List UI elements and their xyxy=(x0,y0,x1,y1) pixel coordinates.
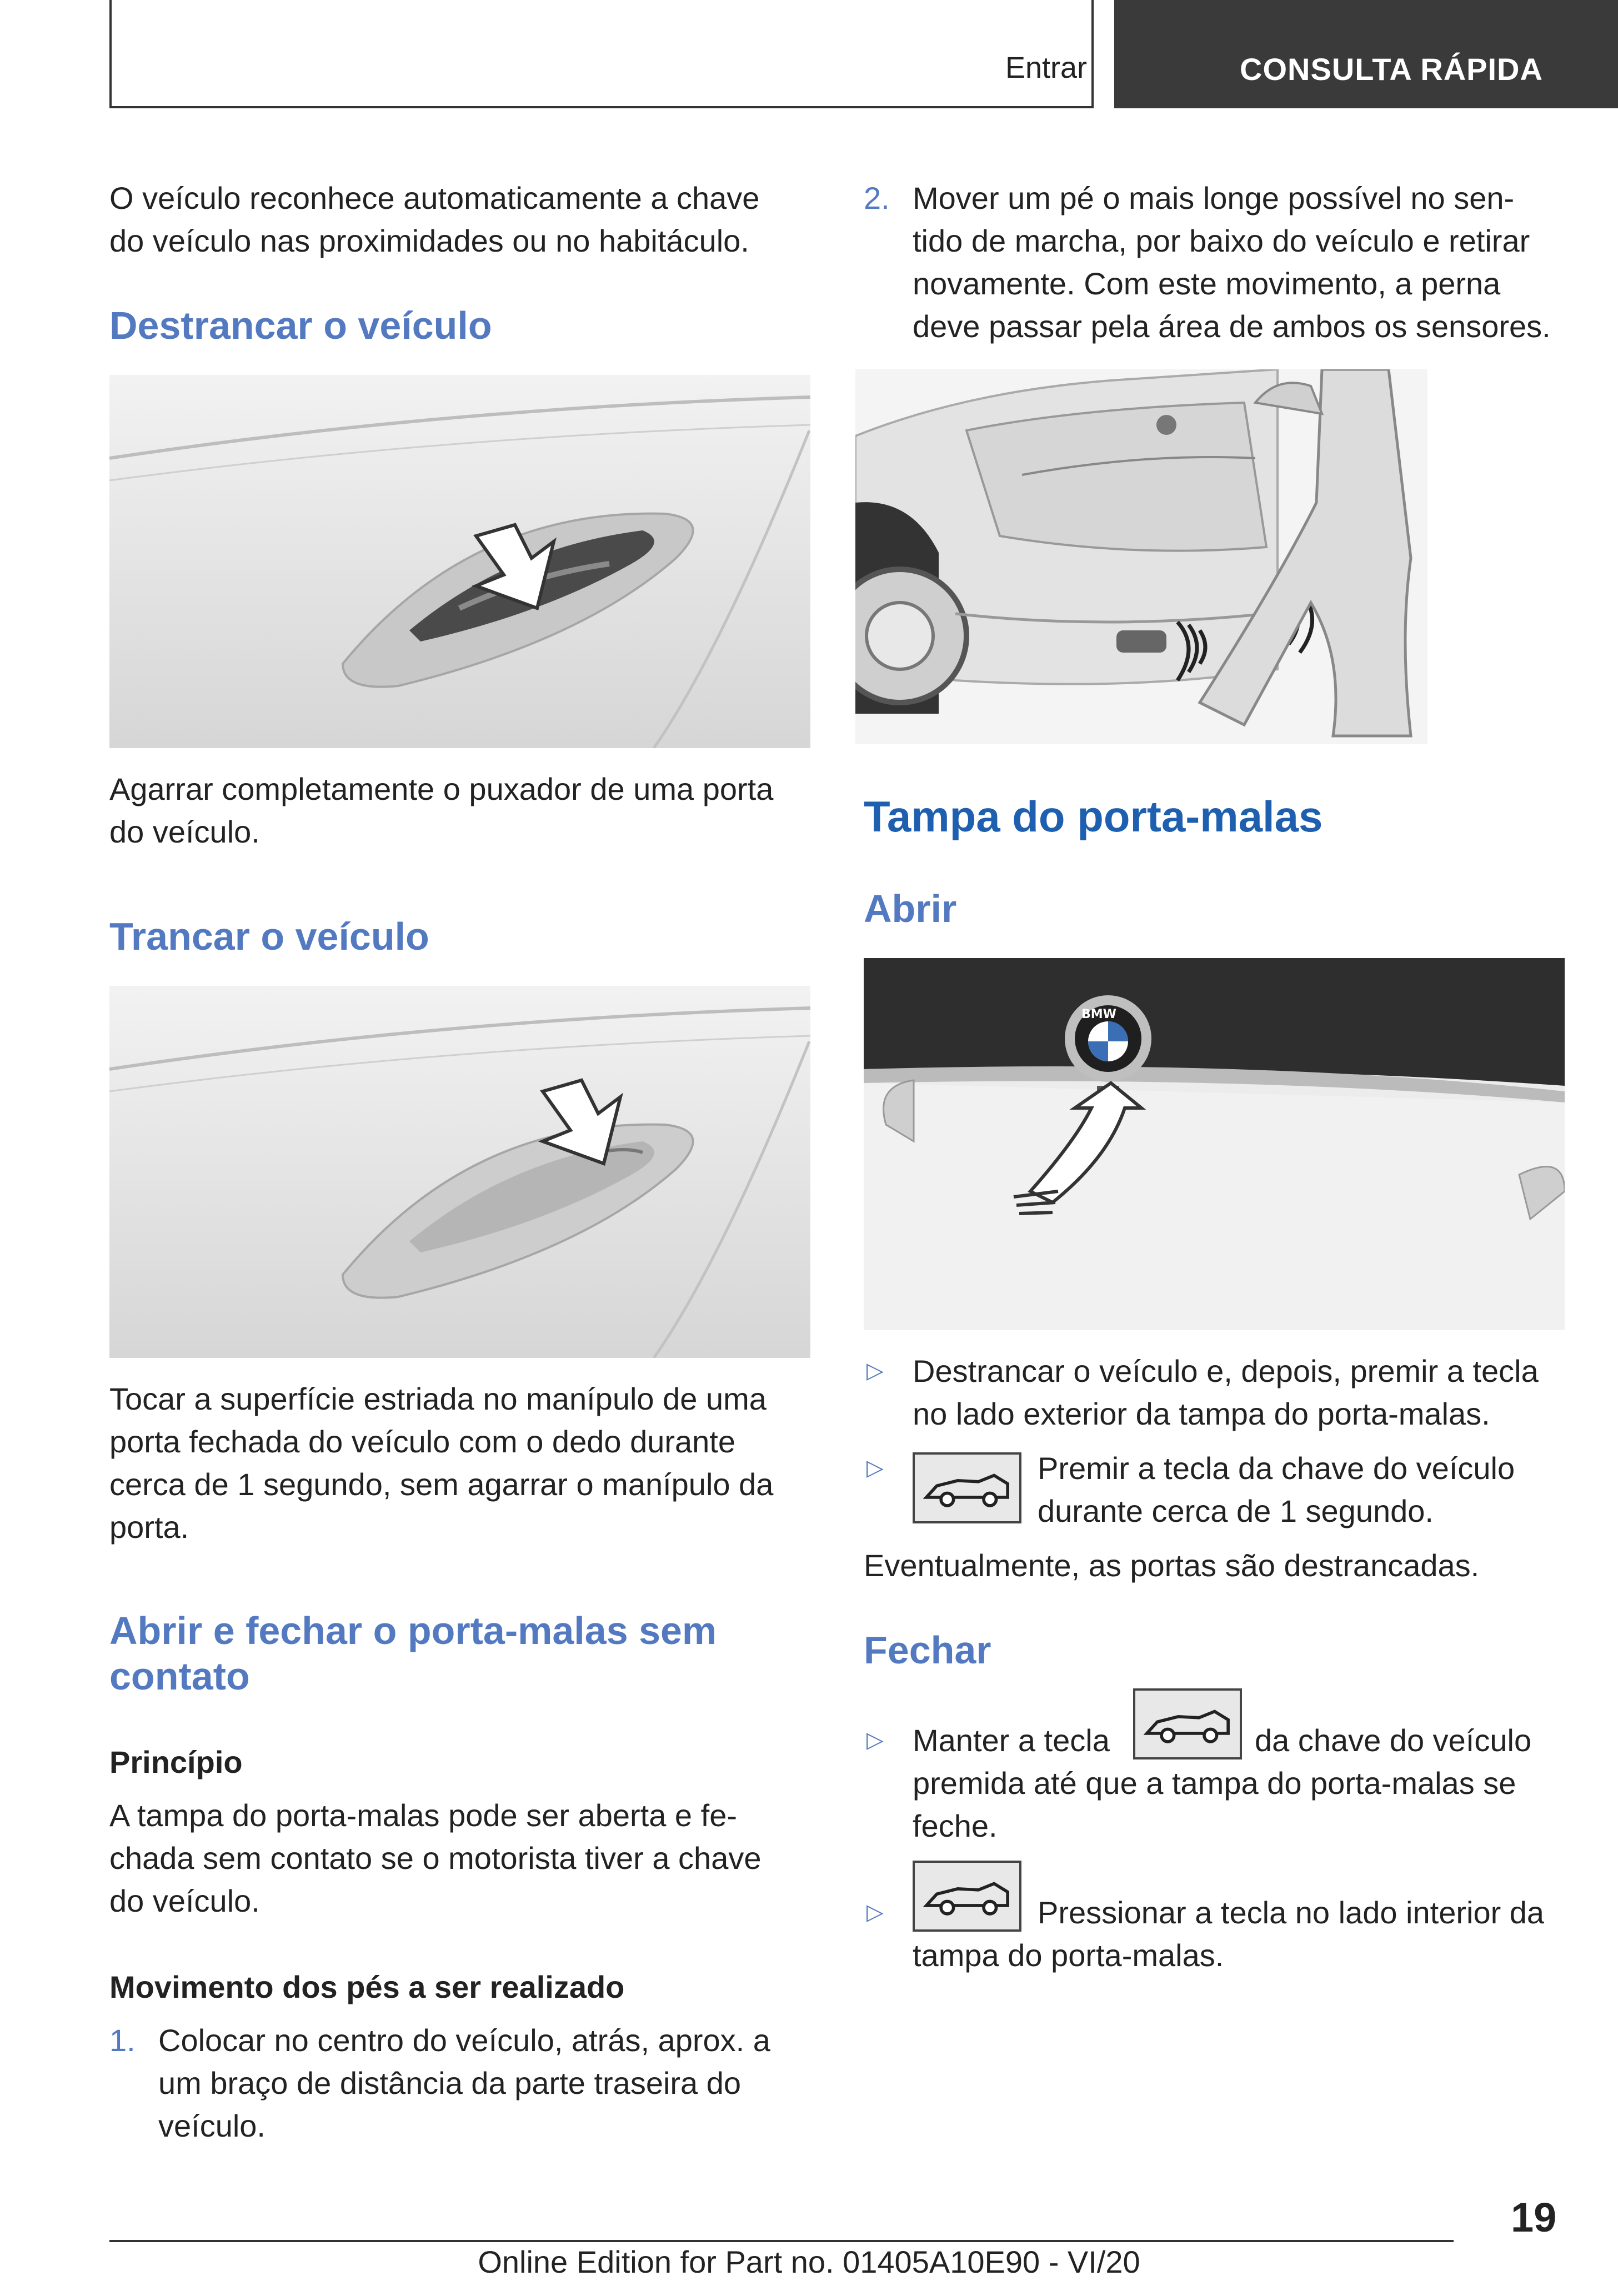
open-bullet-1-line: no lado exterior da tampa do porta-malas. xyxy=(913,1396,1490,1431)
bullet-triangle-icon: ▷ xyxy=(866,1728,884,1752)
close-bullet-1-line: feche. xyxy=(913,1808,998,1843)
close-bullet-2-line: Pressionar a tecla no lado interior da xyxy=(1038,1895,1545,1930)
section-label: Entrar xyxy=(1005,51,1087,84)
open-bullet-1-line: Destrancar o veículo e, depois, premir a tecla xyxy=(913,1353,1539,1388)
bullet-triangle-icon: ▷ xyxy=(866,1900,884,1924)
step-1-line: Colocar no centro do veículo, atrás, aprox. a xyxy=(158,2023,770,2058)
foot-movement-figure xyxy=(855,369,1427,744)
bmw-logo-icon xyxy=(1065,995,1151,1082)
open-bullet-2-line: durante cerca de 1 segundo. xyxy=(1038,1493,1434,1528)
bullet-triangle-icon: ▷ xyxy=(866,1456,884,1480)
unlock-caption-line: Agarrar completamente o puxador de uma porta xyxy=(109,771,774,806)
open-bullet-1 xyxy=(864,1350,1586,1435)
principle-line: do veículo. xyxy=(109,1883,260,1918)
open-note: Eventualmente, as portas são destrancadas. xyxy=(864,1548,1480,1583)
tailgate-heading: Tampa do porta-malas xyxy=(864,792,1323,841)
close-heading: Fechar xyxy=(864,1628,991,1672)
step-1-line: um braço de distância da parte traseira do xyxy=(158,2066,742,2101)
footer-divider xyxy=(109,2240,1454,2242)
intro-text xyxy=(109,177,809,262)
principle-line: A tampa do porta-malas pode ser aberta e fe- xyxy=(109,1798,737,1833)
intro-line: O veículo reconhece automaticamente a chave xyxy=(109,181,760,215)
intro-line: do veículo nas proximidades ou no habitáculo. xyxy=(109,223,749,258)
step-number: 2. xyxy=(864,181,890,215)
chapter-tab xyxy=(1114,0,1618,108)
lock-heading: Trancar o veículo xyxy=(109,915,429,958)
contactless-heading-line: contato xyxy=(109,1655,250,1698)
principle-text xyxy=(109,1794,809,1922)
contactless-heading-line: Abrir e fechar o porta-malas sem xyxy=(109,1609,717,1652)
unlock-caption-line: do veículo. xyxy=(109,814,260,849)
lock-caption-line: porta fechada do veículo com o dedo durante xyxy=(109,1424,735,1459)
close-bullet-2-line: tampa do porta-malas. xyxy=(913,1938,1224,1973)
trunk-key-icon xyxy=(1133,1688,1242,1759)
foot-movement-heading: Movimento dos pés a ser realizado xyxy=(109,1969,625,2004)
close-bullet-1-post: da chave do veículo xyxy=(1254,1723,1532,1758)
header-box xyxy=(109,0,1094,108)
lock-handle-figure xyxy=(109,986,810,1358)
chapter-label: CONSULTA RÁPIDA xyxy=(1240,52,1543,87)
trunk-key-icon xyxy=(913,1861,1021,1932)
lock-caption-line: cerca de 1 segundo, sem agarrar o manípulo da xyxy=(109,1467,774,1502)
open-heading: Abrir xyxy=(864,887,957,930)
bmw-logo-letters: BMW xyxy=(1081,1007,1116,1021)
bullet-triangle-icon: ▷ xyxy=(866,1358,884,1383)
step-number: 1. xyxy=(109,2023,136,2058)
close-bullet-1-line: premida até que a tampa do porta-malas se xyxy=(913,1766,1516,1801)
step-2-line: deve passar pela área de ambos os sensores. xyxy=(913,309,1551,344)
step-1-line: veículo. xyxy=(158,2108,266,2143)
step-2-line: novamente. Com este movimento, a perna xyxy=(913,266,1501,301)
step-2-line: tido de marcha, por baixo do veículo e retirar xyxy=(913,223,1530,258)
step-2-line: Mover um pé o mais longe possível no sen- xyxy=(913,181,1515,215)
open-bullet-2 xyxy=(864,1447,1586,1541)
lock-caption-line: Tocar a superfície estriada no manípulo de uma xyxy=(109,1381,767,1416)
principle-line: chada sem contato se o motorista tiver a chave xyxy=(109,1841,762,1876)
tailgate-button-figure xyxy=(864,958,1565,1330)
unlock-heading: Destrancar o veículo xyxy=(109,304,492,347)
contactless-heading xyxy=(109,1608,831,1699)
step-2 xyxy=(864,177,1586,348)
close-bullet-2 xyxy=(864,1891,1586,1977)
open-bullet-2-line: Premir a tecla da chave do veículo xyxy=(1038,1451,1515,1486)
close-bullet-1-pre: Manter a tecla xyxy=(913,1723,1110,1758)
page-number: 19 xyxy=(1511,2194,1557,2240)
step-1 xyxy=(109,2019,831,2147)
close-bullet-1 xyxy=(864,1719,1586,1847)
lock-caption-line: porta. xyxy=(109,1510,189,1545)
unlock-caption xyxy=(109,768,809,853)
principle-heading: Princípio xyxy=(109,1744,243,1779)
unlock-handle-figure xyxy=(109,375,810,748)
lock-caption xyxy=(109,1377,809,1548)
footer-edition: Online Edition for Part no. 01405A10E90 - VI/20 xyxy=(478,2244,1140,2279)
trunk-key-icon xyxy=(913,1452,1021,1523)
